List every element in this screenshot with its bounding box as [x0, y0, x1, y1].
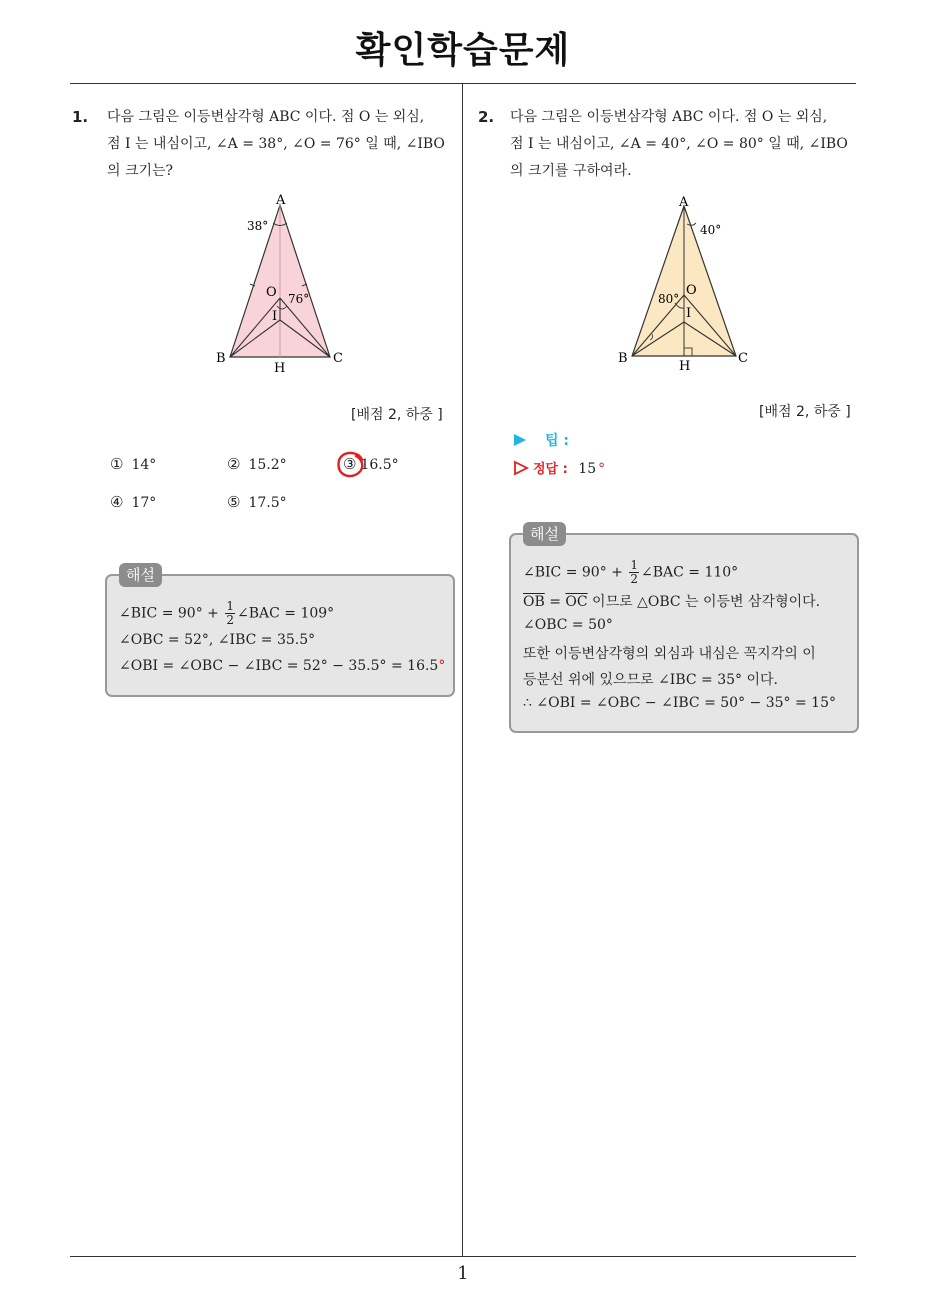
question-1-figure [205, 190, 365, 380]
fraction [225, 600, 235, 627]
fraction-denominator: 2 [226, 613, 234, 627]
label-c: C [738, 351, 748, 366]
solution-text: ∠BIC = 90° + [119, 605, 219, 622]
label-a: A [679, 195, 689, 210]
question-2-line: 점 I 는 내심이고, ∠A = 40°, ∠O = 80° 일 때, ∠IBO [510, 136, 848, 152]
question-2-solution-tag: 해설 [523, 522, 566, 546]
column-divider [462, 83, 463, 1257]
selected-answer-circle-icon [335, 450, 367, 480]
label-i: I [686, 306, 692, 321]
angle-o-label: 80° [658, 292, 680, 306]
choice-marker: ① [110, 455, 124, 473]
choice-4[interactable] [110, 493, 156, 511]
fraction-numerator: 1 [630, 558, 638, 572]
label-o: O [266, 285, 277, 300]
label-h: H [274, 361, 286, 376]
solution-text: ∠BAC = 110° [640, 564, 739, 581]
segment-oc: $\overline{OC}$ [565, 594, 588, 610]
choice-marker: ③ [343, 455, 357, 473]
choice-text: 17.5° [248, 495, 287, 511]
question-2-text [510, 104, 848, 185]
tip-row [513, 430, 569, 450]
question-2-figure [608, 190, 768, 380]
label-b: B [216, 351, 226, 366]
solution-line [119, 658, 445, 674]
solution-line: ∠OBC = 50° [523, 617, 613, 633]
choice-text: 17° [131, 495, 157, 511]
fraction-numerator: 1 [226, 599, 234, 613]
question-2-line: 다음 그림은 이등변삼각형 ABC 이다. 점 O 는 외심, [510, 109, 828, 125]
fraction-denominator: 2 [630, 572, 638, 586]
question-1-meta: [배점 2, 하중 ] [351, 407, 443, 423]
question-1-solution-box [105, 574, 455, 697]
question-1-line: 의 크기는? [107, 163, 174, 179]
question-1-number: 1. [72, 108, 89, 126]
solution-text: = [544, 594, 566, 610]
label-h: H [679, 359, 691, 374]
label-c: C [333, 351, 343, 366]
solution-line: 또한 이등변삼각형의 외심과 내심은 꼭지각의 이 [523, 646, 816, 662]
play-outline-icon [513, 460, 529, 476]
question-2-solution-box [509, 533, 859, 733]
question-1-solution-tag: 해설 [119, 563, 162, 587]
question-2-number: 2. [478, 108, 495, 126]
question-1-line: 다음 그림은 이등변삼각형 ABC 이다. 점 O 는 외심, [107, 109, 425, 125]
answer-row [513, 458, 605, 477]
solution-text: ∠OBI = ∠OBC − ∠IBC = 52° − 35.5° = 16.5 [119, 658, 439, 674]
choice-text: 15.2° [248, 457, 287, 473]
footer-divider [70, 1256, 856, 1257]
choice-5[interactable] [227, 493, 287, 511]
degree-mark: ° [598, 461, 606, 477]
question-2-line: 의 크기를 구하여라. [510, 163, 632, 179]
solution-text: ∠BIC = 90° + [523, 564, 623, 581]
play-icon [513, 433, 527, 447]
solution-line [119, 600, 334, 627]
answer-label: 정답 : [533, 462, 568, 477]
solution-line: 등분선 위에 있으므로 ∠IBC = 35° 이다. [523, 672, 778, 688]
choice-2[interactable] [227, 455, 287, 473]
choice-marker: ② [227, 455, 241, 473]
header-divider [70, 83, 856, 84]
label-a: A [276, 193, 286, 208]
choice-marker: ④ [110, 493, 124, 511]
question-2-meta: [배점 2, 하중 ] [759, 404, 851, 420]
fraction [629, 559, 639, 586]
choice-text: 14° [131, 457, 157, 473]
question-1-line: 점 I 는 내심이고, ∠A = 38°, ∠O = 76° 일 때, ∠IBO [107, 136, 445, 152]
choice-1[interactable] [110, 455, 156, 473]
solution-text: ∠BAC = 109° [236, 605, 335, 622]
segment-ob: $\overline{OB}$ [523, 594, 545, 610]
tip-label: 팁 : [545, 433, 569, 449]
solution-text: 이므로 △OBC 는 이등변 삼각형이다. [587, 594, 821, 610]
solution-line [523, 591, 820, 611]
solution-line [523, 559, 738, 586]
question-1-text [107, 104, 445, 185]
angle-o-label: 76° [288, 292, 310, 306]
choice-text: 16.5° [360, 457, 399, 473]
degree-mark: ° [438, 658, 446, 674]
answer-value: 15 [578, 461, 597, 477]
angle-a-label: 38° [247, 219, 269, 233]
label-b: B [618, 351, 628, 366]
page-title: 확인학습문제 [355, 30, 571, 71]
page-number: 1 [457, 1263, 469, 1284]
angle-a-label: 40° [700, 223, 722, 237]
solution-line: ∠OBC = 52°, ∠IBC = 35.5° [119, 632, 316, 648]
label-o: O [686, 283, 697, 298]
choice-marker: ⑤ [227, 493, 241, 511]
label-i: I [272, 309, 278, 324]
solution-line: ∴ ∠OBI = ∠OBC − ∠IBC = 50° − 35° = 15° [523, 695, 836, 711]
